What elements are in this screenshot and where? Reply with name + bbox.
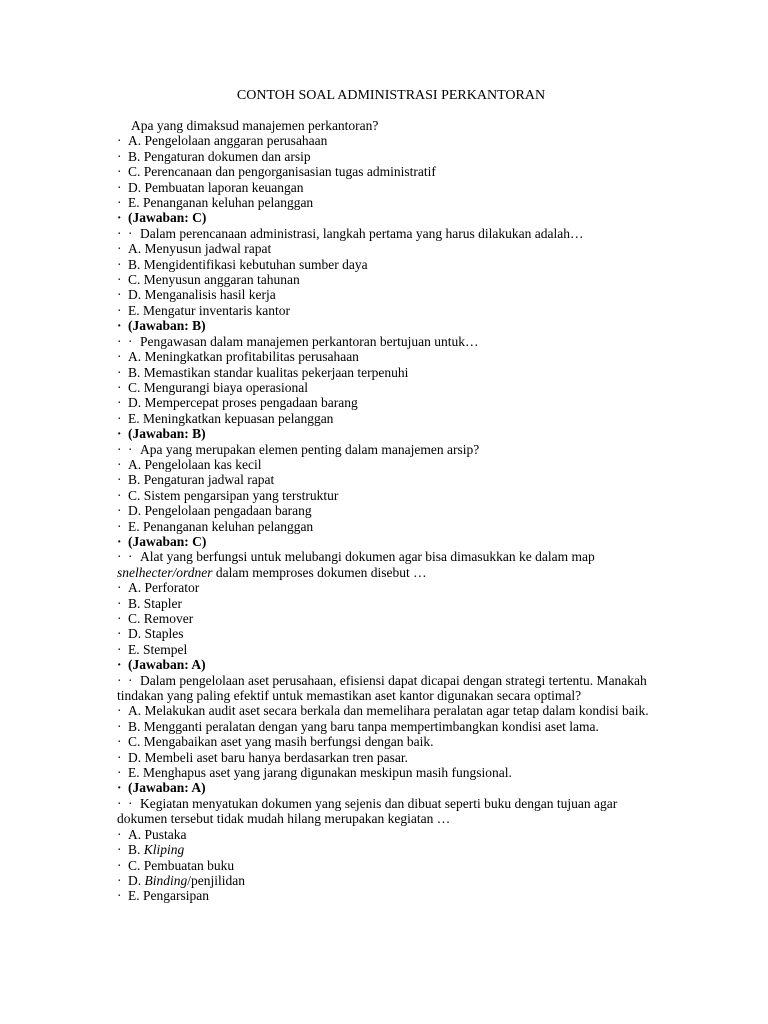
q3-option-d: · D. Mempercepat proses pengadaan barang <box>117 395 358 411</box>
q5-option-b: · B. Stapler <box>117 595 182 611</box>
q3-option-a: · A. Meningkatkan profitabilitas perusahaan <box>117 349 359 365</box>
q1-option-a: · A. Pengelolaan anggaran perusahaan <box>117 133 328 149</box>
q3-option-b: · B. Memastikan standar kualitas pekerjaan terpenuhi <box>117 364 409 380</box>
q4-option-a: · A. Pengelolaan kas kecil <box>117 456 262 472</box>
q7-option-c: · C. Pembuatan buku <box>117 857 235 873</box>
q2-option-a: · A. Menyusun jadwal rapat <box>117 241 272 257</box>
q7-option-a: · A. Pustaka <box>117 826 187 842</box>
q7-option-d: · D. Binding/penjilidan <box>117 872 245 888</box>
q2-option-e: · E. Mengatur inventaris kantor <box>117 302 290 318</box>
q5-option-c: · C. Remover <box>117 611 194 626</box>
question-1: Apa yang dimaksud manajemen perkantoran? <box>131 118 379 133</box>
q2-option-b: · B. Mengidentifikasi kebutuhan sumber daya <box>117 256 368 272</box>
question-3: · · Pengawasan dalam manajemen perkantoran bertujuan untuk… <box>117 333 479 349</box>
q4-answer: · (Jawaban: C) <box>117 533 207 549</box>
document-body <box>117 118 657 904</box>
q3-option-e: · E. Meningkatkan kepuasan pelanggan <box>117 410 334 426</box>
q3-answer: · (Jawaban: B) <box>117 426 206 442</box>
q5-option-e: · E. Stempel <box>117 641 188 657</box>
q1-option-c: · C. Perencanaan dan pengorganisasian tugas administratif <box>117 164 436 180</box>
question-7: · · Kegiatan menyatukan dokumen yang sejenis dan dibuat seperti buku dengan tujuan agar dokumen tersebut tidak mudah hilang merupakan kegiatan … <box>117 795 618 827</box>
q5-option-a: · A. Perforator <box>117 580 200 596</box>
q6-option-b: · B. Mengganti peralatan dengan yang baru tanpa mempertimbangkan kondisi aset lama. <box>117 718 599 734</box>
q7-option-b: · B. Kliping <box>117 842 185 858</box>
document-title: CONTOH SOAL ADMINISTRASI PERKANTORAN <box>236 88 546 103</box>
q6-option-d: · D. Membeli aset baru hanya berdasarkan tren pasar. <box>117 749 409 765</box>
q3-option-c: · C. Mengurangi biaya operasional <box>117 379 308 395</box>
q6-option-c: · C. Mengabaikan aset yang masih berfungsi dengan baik. <box>117 734 434 750</box>
q4-option-d: · D. Pengelolaan pengadaan barang <box>117 503 312 519</box>
q1-option-d: · D. Pembuatan laporan keuangan <box>117 179 304 195</box>
q2-option-c: · C. Menyusun anggaran tahunan <box>117 272 300 288</box>
question-2: · · Dalam perencanaan administrasi, langkah pertama yang harus dilakukan adalah… <box>117 225 584 241</box>
q4-option-b: · B. Pengaturan jadwal rapat <box>117 472 275 488</box>
q2-answer: · (Jawaban: B) <box>117 318 206 334</box>
q4-option-c: · C. Sistem pengarsipan yang terstruktur <box>117 487 339 503</box>
q1-option-b: · B. Pengaturan dokumen dan arsip <box>117 148 311 164</box>
q2-option-d: · D. Menganalisis hasil kerja <box>117 287 276 303</box>
q1-answer: · (Jawaban: C) <box>117 210 207 226</box>
question-6: · · Dalam pengelolaan aset perusahaan, efisiensi dapat dicapai dengan strategi tertentu. Manakah tindakan yang paling efektif untuk memastikan aset kantor digunakan secara optimal? <box>117 672 647 704</box>
snelhecter-term: snelhecter/ordner <box>117 564 213 580</box>
q5-answer: · (Jawaban: A) <box>117 657 206 673</box>
q1-option-e: · E. Penanganan keluhan pelanggan <box>117 195 314 211</box>
q6-option-e: · E. Menghapus aset yang jarang digunakan meskipun masih fungsional. <box>117 765 512 781</box>
q6-answer: · (Jawaban: A) <box>117 780 206 796</box>
q5-option-d: · D. Staples <box>117 626 184 642</box>
q4-option-e: · E. Penanganan keluhan pelanggan <box>117 518 314 534</box>
q6-option-a: · A. Melakukan audit aset secara berkala dan memelihara peralatan agar tetap dalam kondisi baik. <box>117 703 649 719</box>
question-4: · · Apa yang merupakan elemen penting dalam manajemen arsip? <box>117 441 480 457</box>
question-5: · · Alat yang berfungsi untuk melubangi dokumen agar bisa dimasukkan ke dalam map snelhecter/ordner dalam memproses dokumen disebut … <box>117 549 595 580</box>
q7-option-e: · E. Pengarsipan <box>117 888 209 904</box>
